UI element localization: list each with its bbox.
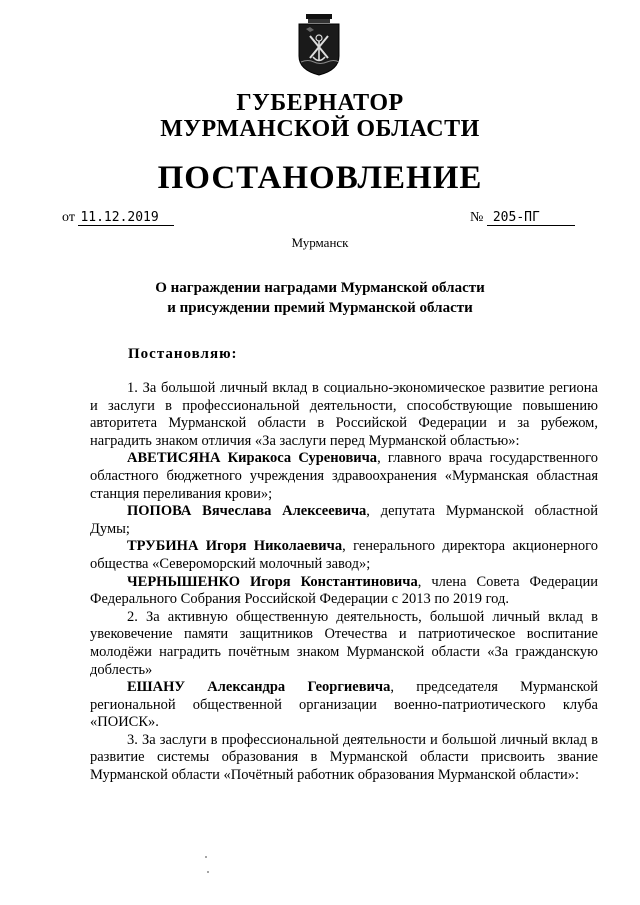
- awardee-4: [90, 574, 598, 609]
- awardee-name: ТРУБИНА Игоря Николаевича: [127, 538, 343, 555]
- paragraph-2: 2. За активную общественную деятельность, большой личный вклад в увековечение памяти защитников Отечества и патриотическое воспитание молодёжи наградить почётным знаком Мурманской области «За гражданскую доблесть»: [90, 608, 598, 678]
- document-subject: [0, 278, 640, 318]
- date-value: 11.12.2019: [78, 211, 174, 226]
- subject-line-1: О награждении наградами Мурманской области: [155, 280, 485, 296]
- awardee-name: ПОПОВА Вячеслава Алексеевича: [127, 503, 367, 520]
- awardee-name: АВЕТИСЯНА Киракоса Суреновича: [127, 450, 378, 467]
- awardee-1: [90, 450, 598, 503]
- governor-title: ГУБЕРНАТОР: [236, 90, 404, 116]
- region-title: МУРМАНСКОЙ ОБЛАСТИ: [160, 116, 480, 142]
- awardee-3: [90, 538, 598, 573]
- awardee-description: , главного врача государственного областного бюджетного учреждения здравоохранения «Мурманская областная станция переливания крови»;: [90, 450, 598, 502]
- city-name: Мурманск: [291, 235, 349, 250]
- date-prefix: от: [62, 210, 75, 225]
- number-prefix: №: [470, 210, 484, 225]
- number-value: 205-ПГ: [487, 211, 575, 226]
- awardee-description: , генерального директора акционерного общества «Североморский молочный завод»;: [90, 538, 598, 572]
- date-field: [62, 210, 174, 226]
- document-body: [90, 380, 598, 785]
- awardee-name: ЕШАНУ Александра Георгиевича: [127, 679, 391, 696]
- awardee-name: ЧЕРНЫШЕНКО Игоря Константиновича: [127, 573, 418, 590]
- paragraph-3: 3. За заслуги в профессиональной деятельности и большой личный вклад в развитие системы образования в Мурманской области присвоить звание Мурманской области «Почётный работник образования Мурманской области»:: [90, 731, 598, 784]
- document-type-title: ПОСТАНОВЛЕНИЕ: [157, 160, 483, 196]
- coat-of-arms-emblem: [296, 14, 342, 76]
- scan-speck: [207, 871, 209, 873]
- awardee-description: , члена Совета Федерации Федерального Собрания Российской Федерации с 2013 по 2019 год.: [90, 573, 598, 608]
- awardee-description: , депутата Мурманской областной Думы;: [90, 503, 598, 537]
- scan-speck: [205, 856, 207, 858]
- number-field: [470, 210, 575, 226]
- paragraph-1: 1. За большой личный вклад в социально-экономическое развитие региона и заслуги в профессиональной деятельности, способствующие повышению авторитета Мурманской области в Российской Федерации и за рубежом, наградить знаком отличия «За заслуги перед Мурманской областью»:: [90, 380, 598, 449]
- decree-heading: Постановляю:: [128, 346, 238, 362]
- awardee-5: [90, 679, 598, 732]
- awardee-description: , председателя Мурманской региональной общественной организации военно-патриотического клуба «ПОИСК».: [90, 679, 598, 731]
- awardee-2: [90, 503, 598, 538]
- subject-line-2: и присуждении премий Мурманской области: [167, 300, 473, 316]
